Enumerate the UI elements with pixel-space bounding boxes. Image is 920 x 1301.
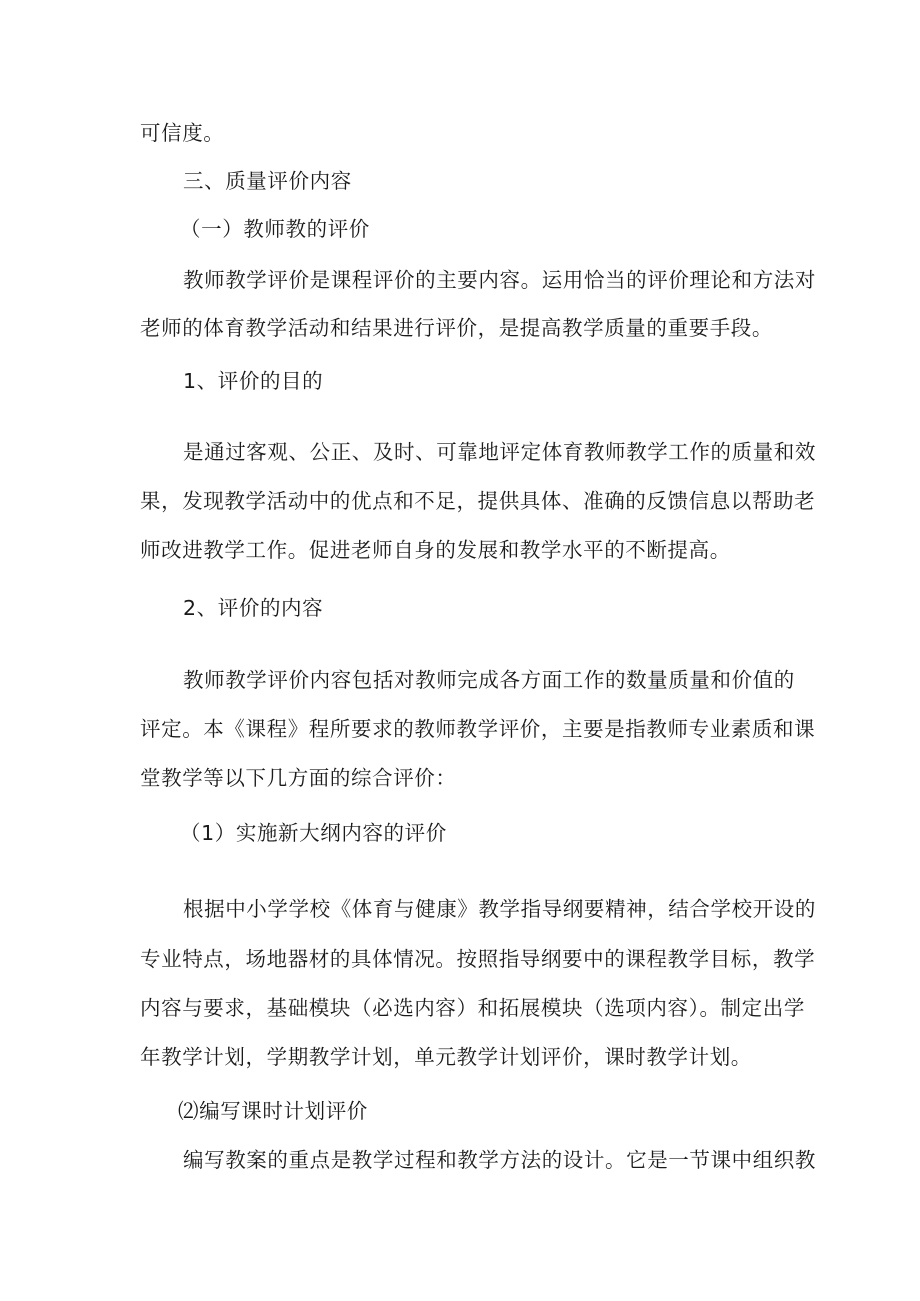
paragraph-line: 专业特点，场地器材的具体情况。按照指导纲要中的课程教学目标，教学 [140, 947, 816, 971]
section-heading: 三、质量评价内容 [183, 169, 352, 193]
paragraph-line: 师改进教学工作。促进老师自身的发展和教学水平的不断提高。 [140, 538, 731, 562]
subsection-heading: （一）教师教的评价 [180, 217, 370, 241]
paragraph-line: 根据中小学学校《体育与健康》教学指导纲要精神，结合学校开设的 [183, 897, 816, 921]
sub-item-heading: （1）实施新大纲内容的评价 [180, 821, 447, 845]
paragraph-line: 可信度。 [140, 121, 225, 145]
sub-item-heading: ⑵编写课时计划评价 [178, 1099, 368, 1123]
paragraph-line: 内容与要求，基础模块（必选内容）和拓展模块（选项内容）。制定出学 [140, 996, 805, 1020]
item-heading: 1、评价的目的 [183, 369, 324, 393]
paragraph-line: 堂教学等以下几方面的综合评价： [140, 766, 457, 790]
paragraph-line: 果，发现教学活动中的优点和不足，提供具体、准确的反馈信息以帮助老 [140, 489, 816, 513]
paragraph-line: 编写教案的重点是教学过程和教学方法的设计。它是一节课中组织教 [183, 1148, 816, 1172]
paragraph-line: 是通过客观、公正、及时、可靠地评定体育教师教学工作的质量和效 [183, 440, 816, 464]
item-heading: 2、评价的内容 [183, 596, 324, 620]
paragraph-line: 年教学计划，学期教学计划，单元教学计划评价，课时教学计划。 [140, 1045, 752, 1069]
paragraph-line: 教师教学评价内容包括对教师完成各方面工作的数量质量和价值的 [183, 668, 795, 692]
paragraph-line: 老师的体育教学活动和结果进行评价，是提高教学质量的重要手段。 [140, 316, 773, 340]
paragraph-line: 教师教学评价是课程评价的主要内容。运用恰当的评价理论和方法对 [183, 268, 816, 292]
paragraph-line: 评定。本《课程》程所要求的教师教学评价，主要是指教师专业素质和课 [140, 717, 816, 741]
